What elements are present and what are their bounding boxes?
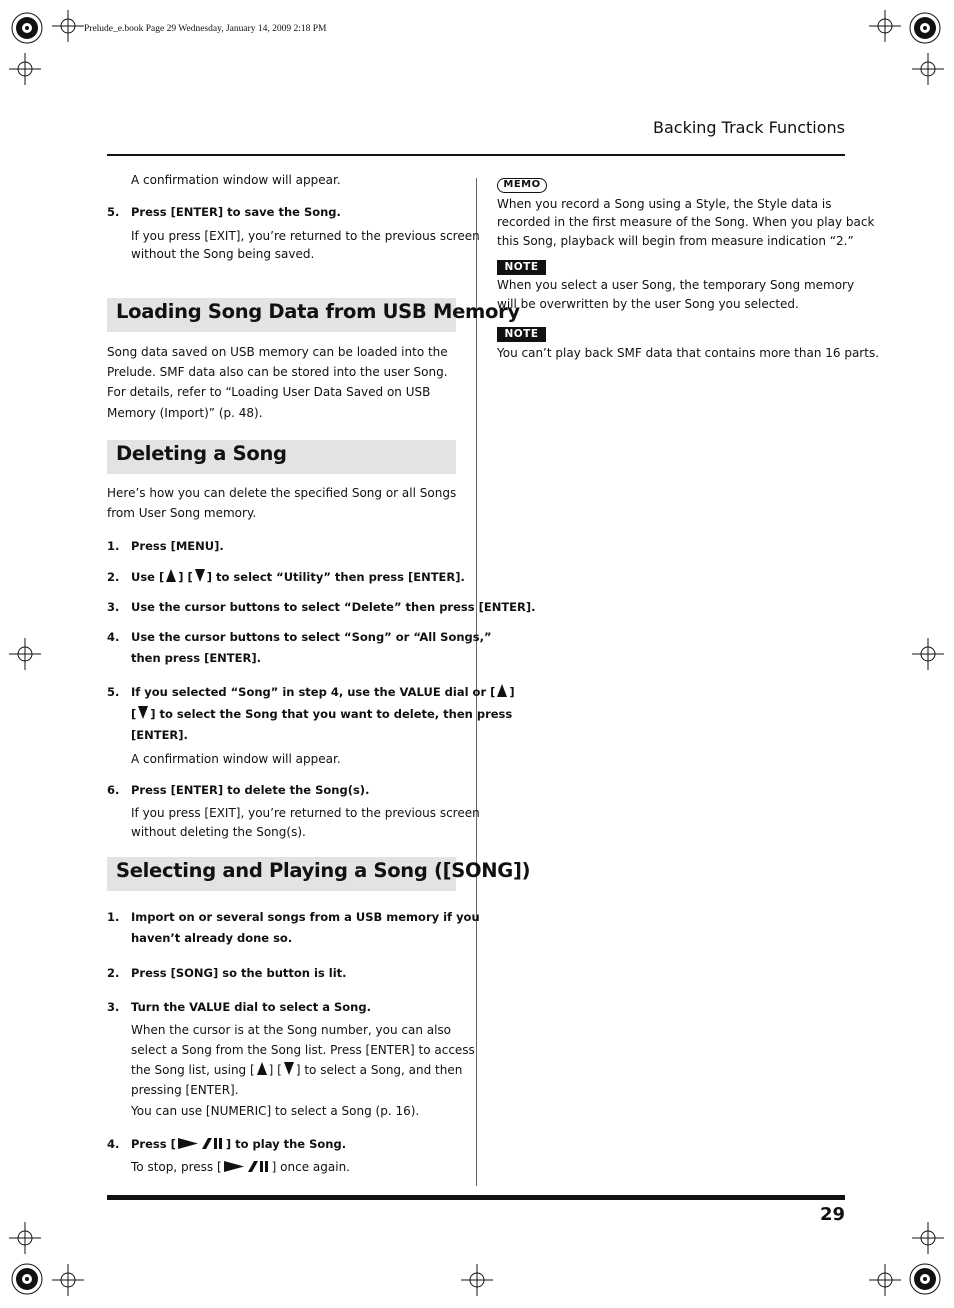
step-text: Import on or several songs from a USB memory if you	[131, 910, 480, 924]
step-note: If you press [EXIT], you’re returned to the previous screen	[131, 229, 480, 243]
step-note: pressing [ENTER].	[131, 1083, 239, 1097]
registration-mark-icon	[912, 1222, 944, 1254]
step-note: the Song list, using [ ] [ ] to select a Song, and then	[131, 1063, 463, 1077]
step-text: Press [SONG] so the button is lit.	[131, 966, 347, 980]
step-number: 4.	[107, 1137, 120, 1151]
down-arrow-icon	[138, 706, 148, 719]
up-arrow-icon	[257, 1062, 267, 1075]
step-text: If you selected “Song” in step 4, use the VALUE dial or [ ]	[131, 685, 515, 699]
step-number: 3.	[107, 1000, 120, 1014]
memo-text: this Song, playback will begin from measure indication “2.”	[497, 234, 854, 248]
step-number: 3.	[107, 600, 120, 614]
up-arrow-icon	[497, 684, 507, 697]
step-text: haven’t already done so.	[131, 931, 293, 945]
color-target-icon	[10, 11, 44, 45]
step-number: 4.	[107, 630, 120, 644]
registration-mark-icon	[912, 638, 944, 670]
memo-text: When you record a Song using a Style, the Style data is	[497, 197, 832, 211]
body-text: For details, refer to “Loading User Data Saved on USB	[107, 385, 431, 399]
step-number: 6.	[107, 783, 120, 797]
top-rule	[107, 154, 845, 156]
registration-mark-icon	[869, 10, 901, 42]
memo-badge: MEMO	[497, 178, 547, 193]
step-text: Press [ENTER] to save the Song.	[131, 205, 341, 219]
note-text: will be overwritten by the user Song you selected.	[497, 297, 799, 311]
registration-mark-icon	[9, 1222, 41, 1254]
registration-mark-icon	[52, 1264, 84, 1296]
note-text: When you select a user Song, the temporary Song memory	[497, 278, 855, 292]
registration-mark-icon	[52, 10, 84, 42]
step-number: 1.	[107, 539, 120, 553]
bottom-rule	[107, 1195, 845, 1200]
play-pause-icon	[224, 1160, 270, 1173]
step-text: Use the cursor buttons to select “Delete” then press [ENTER].	[131, 600, 536, 614]
section-title: Backing Track Functions	[652, 118, 845, 137]
registration-mark-icon	[461, 1264, 493, 1296]
step-text: Press [ENTER] to delete the Song(s).	[131, 783, 370, 797]
step-note: without the Song being saved.	[131, 247, 315, 261]
registration-mark-icon	[9, 53, 41, 85]
step-number: 5.	[107, 685, 120, 699]
step-text: then press [ENTER].	[131, 651, 261, 665]
step-note: To stop, press [ ] once again.	[131, 1160, 350, 1174]
play-pause-icon	[178, 1137, 224, 1150]
step-note: A confirmation window will appear.	[131, 752, 341, 766]
note-text: You can’t play back SMF data that contains more than 16 parts.	[497, 346, 880, 360]
up-arrow-icon	[166, 569, 176, 582]
note-badge: NOTE	[497, 327, 546, 342]
down-arrow-icon	[195, 569, 205, 582]
body-text: Song data saved on USB memory can be loaded into the	[107, 345, 448, 359]
registration-mark-icon	[869, 1264, 901, 1296]
step-number: 2.	[107, 966, 120, 980]
step-number: 2.	[107, 570, 120, 584]
section-heading-delete: Deleting a Song	[107, 440, 456, 474]
step-note: without deleting the Song(s).	[131, 825, 306, 839]
memo-text: recorded in the first measure of the Song. When you play back	[497, 215, 875, 229]
step-note: When the cursor is at the Song number, you can also	[131, 1023, 452, 1037]
step-note: select a Song from the Song list. Press [ENTER] to access	[131, 1043, 475, 1057]
section-heading-select: Selecting and Playing a Song ([SONG])	[107, 857, 456, 891]
step-text: Use [ ] [ ] to select “Utility” then press [ENTER].	[131, 570, 465, 584]
down-arrow-icon	[284, 1062, 294, 1075]
registration-mark-icon	[9, 638, 41, 670]
body-text: Here’s how you can delete the specified Song or all Songs	[107, 486, 457, 500]
step-text: [ENTER].	[131, 728, 188, 742]
color-target-icon	[908, 11, 942, 45]
step-note: You can use [NUMERIC] to select a Song (p. 16).	[131, 1104, 420, 1118]
section-heading-load: Loading Song Data from USB Memory	[107, 298, 456, 332]
step-number: 1.	[107, 910, 120, 924]
step-text: Press [ ] to play the Song.	[131, 1137, 347, 1151]
registration-mark-icon	[912, 53, 944, 85]
print-header: Prelude_e.book Page 29 Wednesday, January 14, 2009 2:18 PM	[84, 24, 327, 34]
step-note: If you press [EXIT], you’re returned to the previous screen	[131, 806, 480, 820]
color-target-icon	[908, 1262, 942, 1296]
step-text: Turn the VALUE dial to select a Song.	[131, 1000, 371, 1014]
body-text: Prelude. SMF data also can be stored into the user Song.	[107, 365, 448, 379]
note-badge: NOTE	[497, 260, 546, 275]
intro-text: A confirmation window will appear.	[131, 173, 341, 187]
step-text: Use the cursor buttons to select “Song” or “All Songs,”	[131, 630, 492, 644]
body-text: Memory (Import)” (p. 48).	[107, 406, 263, 420]
color-target-icon	[10, 1262, 44, 1296]
step-text: Press [MENU].	[131, 539, 224, 553]
body-text: from User Song memory.	[107, 506, 257, 520]
step-number: 5.	[107, 205, 120, 219]
step-text: [ ] to select the Song that you want to delete, then press	[131, 707, 513, 721]
page-number: 29	[819, 1204, 845, 1225]
